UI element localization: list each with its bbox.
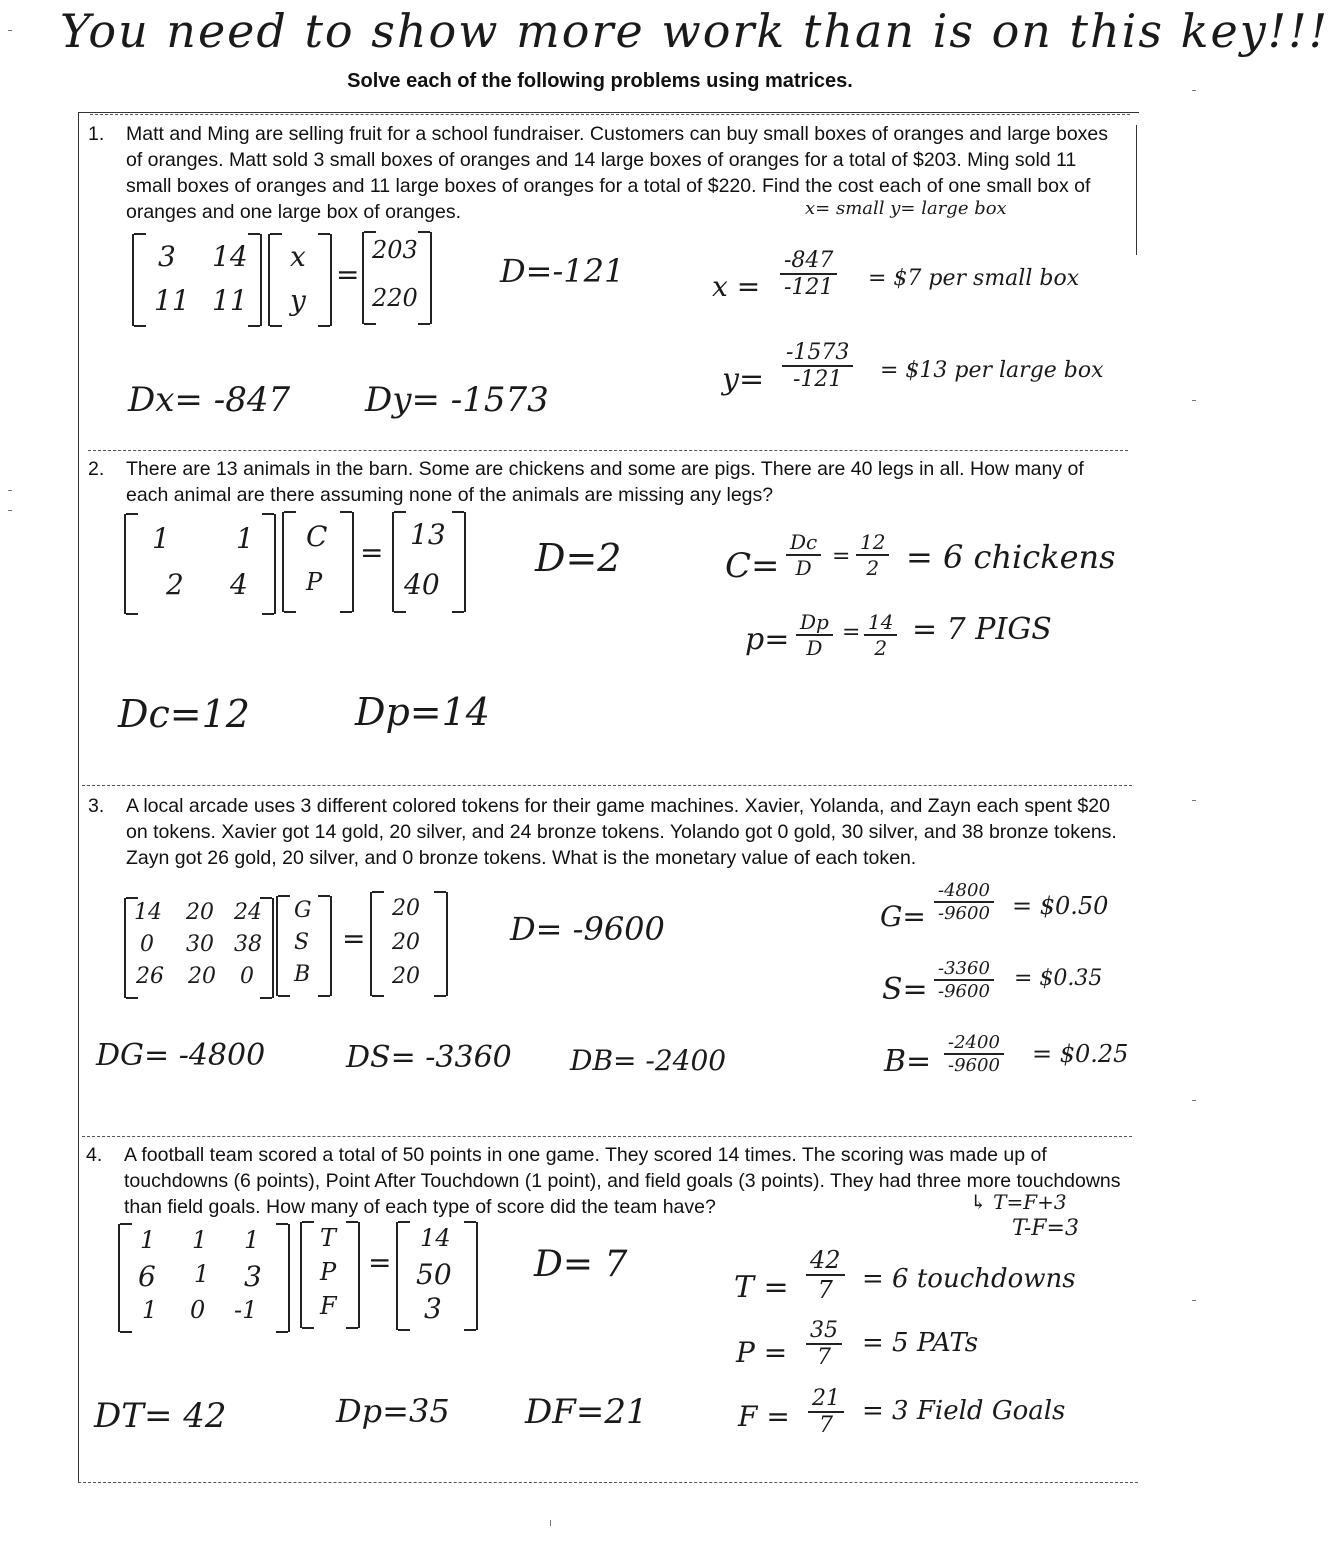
fraction-numerator: 35 <box>806 1318 842 1345</box>
solution-y-result: = $13 per large box <box>880 358 1104 383</box>
matrix-cell: 0 <box>190 1296 206 1324</box>
fraction-denominator: 7 <box>819 1413 833 1438</box>
problem-body: Matt and Ming are selling fruit for a school fundraiser. Customers can buy small boxes of oranges and large boxes of oranges. Matt sold 3 small boxes of oranges and 14 large boxes of oranges for a total of $203. Ming sold 11 small boxes of oranges and 11 large boxes of oranges for a total of $220. Find the cost each of one small box of oranges and one large box of oranges. <box>126 123 1109 223</box>
solution-g-fraction <box>934 880 994 924</box>
matrix-cell: 2 <box>166 568 184 601</box>
fraction-denominator: D <box>806 636 823 660</box>
scan-mark <box>8 510 12 511</box>
matrix-cell: 30 <box>186 932 214 957</box>
problem-body: There are 13 animals in the barn. Some are chickens and some are pigs. There are 40 legs in all. How many of each animal are there assuming none of the animals are missing any legs? <box>126 458 1084 506</box>
matrix-cell: S <box>294 930 310 955</box>
solution-x-label: x = <box>712 270 761 303</box>
coefficient-matrix <box>124 898 274 998</box>
solution-b-fraction <box>944 1032 1004 1076</box>
fraction-numerator: 14 <box>864 610 897 636</box>
fraction-denominator: D <box>795 556 812 580</box>
side-note-equation: T-F=3 <box>1012 1216 1079 1241</box>
problem-3-text <box>88 793 1128 871</box>
solution-f-fraction <box>808 1386 844 1438</box>
solution-b-result: = $0.25 <box>1032 1040 1129 1068</box>
solution-c-label: C= <box>725 546 780 586</box>
matrix-cell: B <box>294 962 311 987</box>
coefficient-matrix <box>124 514 276 614</box>
solution-s-result: = $0.35 <box>1014 966 1103 991</box>
matrix-cell: 1 <box>244 1226 260 1254</box>
fraction-denominator: 2 <box>866 556 880 580</box>
matrix-cell: 20 <box>392 930 420 955</box>
determinant-D: D= 7 <box>534 1244 628 1285</box>
matrix-cell: T <box>320 1224 337 1252</box>
determinant-Dy: Dy= -1573 <box>365 380 549 420</box>
determinant-Dp: Dp=14 <box>355 690 490 734</box>
solution-s-label: S= <box>882 972 928 1007</box>
variable-matrix <box>282 512 354 612</box>
solution-p-result: = 7 PIGS <box>912 612 1052 647</box>
matrix-cell: 1 <box>152 522 170 555</box>
matrix-cell: 20 <box>392 964 420 989</box>
matrix-cell: 14 <box>420 1224 451 1252</box>
solution-p-fraction-values <box>864 610 897 660</box>
fraction-numerator: Dc <box>786 530 821 556</box>
fraction-denominator: -9600 <box>948 1055 1000 1076</box>
solution-p-label: p= <box>745 622 790 657</box>
problem-number: 4. <box>86 1144 103 1166</box>
scan-mark <box>8 490 12 491</box>
fraction-denominator: 7 <box>817 1345 831 1370</box>
solution-g-label: G= <box>880 900 926 933</box>
scan-mark <box>1192 800 1196 801</box>
fraction-numerator: -4800 <box>934 880 994 903</box>
solution-c-result: = 6 chickens <box>906 538 1116 576</box>
page-title: Solve each of the following problems using matrices. <box>347 70 853 92</box>
determinant-DF: DF=21 <box>525 1392 648 1432</box>
solution-p-fraction <box>806 1318 842 1370</box>
determinant-Dc: Dc=12 <box>118 692 250 736</box>
matrix-cell: 203 <box>372 236 418 264</box>
determinant-DG: DG= -4800 <box>96 1038 266 1073</box>
matrix-cell: 3 <box>244 1260 262 1293</box>
determinant-Dx: Dx= -847 <box>128 380 291 420</box>
matrix-cell: P <box>306 568 323 596</box>
solution-y-fraction <box>782 340 853 392</box>
solution-b-label: B= <box>884 1044 932 1079</box>
matrix-cell: 14 <box>134 900 162 925</box>
scan-mark <box>1192 1300 1196 1301</box>
determinant-DS: DS= -3360 <box>346 1040 512 1075</box>
matrix-cell: 24 <box>234 900 262 925</box>
matrix-cell: 40 <box>404 568 440 601</box>
frame-right-edge <box>1136 125 1137 255</box>
equals-sign: = <box>368 1246 392 1279</box>
determinant-Dp: Dp=35 <box>336 1392 450 1430</box>
solution-c-fraction-values <box>856 530 889 580</box>
variable-matrix <box>268 234 332 326</box>
matrix-cell: 1 <box>194 1260 210 1288</box>
variable-matrix <box>300 1222 360 1328</box>
matrix-cell: C <box>306 520 328 553</box>
matrix-cell: G <box>294 898 312 923</box>
fraction-denominator: 7 <box>817 1276 833 1304</box>
determinant-DB: DB= -2400 <box>570 1044 727 1077</box>
side-note-equation: ↳ T=F+3 <box>970 1190 1067 1214</box>
solution-s-fraction <box>934 958 994 1002</box>
matrix-cell: 3 <box>158 240 176 273</box>
teacher-note: You need to show more work than is on this key!!! <box>60 4 1329 58</box>
problem-divider <box>88 450 1128 451</box>
frame-bottom <box>78 1482 1138 1483</box>
matrix-cell: 4 <box>230 568 248 601</box>
matrix-cell: 11 <box>212 284 248 317</box>
constant-matrix <box>396 1222 478 1330</box>
equals-sign: = <box>832 544 851 569</box>
fraction-numerator: 12 <box>856 530 889 556</box>
solution-f-label: F = <box>738 1400 790 1433</box>
matrix-cell: 6 <box>138 1260 156 1293</box>
fraction-numerator: 42 <box>806 1246 845 1276</box>
solution-f-result: = 3 Field Goals <box>862 1396 1066 1426</box>
constant-matrix <box>362 232 432 324</box>
problem-number: 2. <box>88 458 105 480</box>
matrix-cell: 0 <box>140 932 154 957</box>
scan-mark <box>1192 400 1196 401</box>
variable-definition-note: x= small y= large box <box>805 198 1007 219</box>
problem-body: A local arcade uses 3 different colored tokens for their game machines. Xavier, Yolanda, and Zayn each spent $20 on tokens. Xavier got 14 gold, 20 silver, and 24 bronze tokens. Yolando got 0 gold, 30 silver, and 38 bronze tokens. Zayn got 26 gold, 20 silver, and 0 bronze tokens. What is the monetary value of each token. <box>126 795 1117 869</box>
matrix-cell: 1 <box>140 1226 156 1254</box>
fraction-denominator: -9600 <box>938 981 990 1002</box>
matrix-cell: 20 <box>186 900 214 925</box>
problem-2-text <box>88 456 1108 508</box>
variable-matrix <box>276 896 332 996</box>
fraction-numerator: -1573 <box>782 340 853 367</box>
coefficient-matrix <box>118 1224 290 1332</box>
fraction-denominator: -9600 <box>938 903 990 924</box>
problem-number: 3. <box>88 795 105 817</box>
matrix-cell: 1 <box>236 522 254 555</box>
problem-body: A football team scored a total of 50 points in one game. They scored 14 times. The scoring was made up of touchdowns (6 points), Point After Touchdown (1 point), and field goals (3 points). They had three more touchdowns than field goals. How many of each type of score did the team have? <box>124 1144 1121 1218</box>
coefficient-matrix <box>132 234 262 326</box>
solution-p-result: = 5 PATs <box>862 1328 979 1358</box>
determinant-D: D=-121 <box>500 252 625 290</box>
scan-mark <box>550 1520 551 1526</box>
solution-x-fraction <box>780 248 837 300</box>
solution-p-label: P = <box>736 1336 788 1369</box>
matrix-cell: 20 <box>392 896 420 921</box>
matrix-cell: 13 <box>410 518 446 551</box>
matrix-cell: y <box>290 284 306 317</box>
scan-mark <box>8 30 12 31</box>
fraction-numerator: -3360 <box>934 958 994 981</box>
matrix-cell: 14 <box>212 240 248 273</box>
scan-mark <box>1192 90 1196 91</box>
fraction-denominator: -121 <box>792 367 843 392</box>
matrix-cell: 1 <box>192 1226 208 1254</box>
constant-matrix <box>370 892 448 996</box>
matrix-cell: 3 <box>424 1292 442 1325</box>
determinant-D: D=2 <box>535 536 622 580</box>
matrix-cell: 11 <box>154 284 190 317</box>
fraction-denominator: 2 <box>874 636 888 660</box>
matrix-cell: F <box>320 1292 337 1320</box>
solution-y-label: y= <box>722 362 765 397</box>
matrix-cell: 1 <box>142 1296 158 1324</box>
constant-matrix <box>392 512 466 612</box>
matrix-cell: 38 <box>234 932 262 957</box>
solution-c-fraction <box>786 530 821 580</box>
fraction-numerator: Dp <box>796 610 833 636</box>
equals-sign: = <box>842 620 861 645</box>
scan-mark <box>1192 1100 1196 1101</box>
problem-divider <box>90 114 1130 115</box>
fraction-numerator: -847 <box>780 248 837 275</box>
matrix-cell: 0 <box>240 964 254 989</box>
matrix-cell: x <box>290 240 306 273</box>
fraction-numerator: -2400 <box>944 1032 1004 1055</box>
fraction-denominator: -121 <box>784 275 834 300</box>
solution-t-result: = 6 touchdowns <box>862 1264 1076 1294</box>
matrix-cell: P <box>320 1258 337 1286</box>
solution-t-label: T = <box>734 1270 789 1305</box>
solution-t-fraction <box>806 1246 845 1304</box>
matrix-cell: 26 <box>136 964 164 989</box>
fraction-numerator: 21 <box>808 1386 844 1413</box>
problem-number: 1. <box>88 123 105 145</box>
determinant-D: D= -9600 <box>510 910 665 948</box>
equals-sign: = <box>360 536 384 569</box>
problem-divider <box>82 1136 1132 1137</box>
solution-x-result: = $7 per small box <box>868 266 1080 291</box>
determinant-DT: DT= 42 <box>94 1396 227 1436</box>
solution-g-result: = $0.50 <box>1012 892 1109 920</box>
solution-p-fraction <box>796 610 833 660</box>
equals-sign: = <box>342 922 366 955</box>
problem-divider <box>82 785 1132 786</box>
equals-sign: = <box>336 258 360 291</box>
matrix-cell: 20 <box>188 964 216 989</box>
matrix-cell: -1 <box>234 1296 258 1324</box>
matrix-cell: 220 <box>372 284 418 312</box>
matrix-cell: 50 <box>416 1258 452 1291</box>
